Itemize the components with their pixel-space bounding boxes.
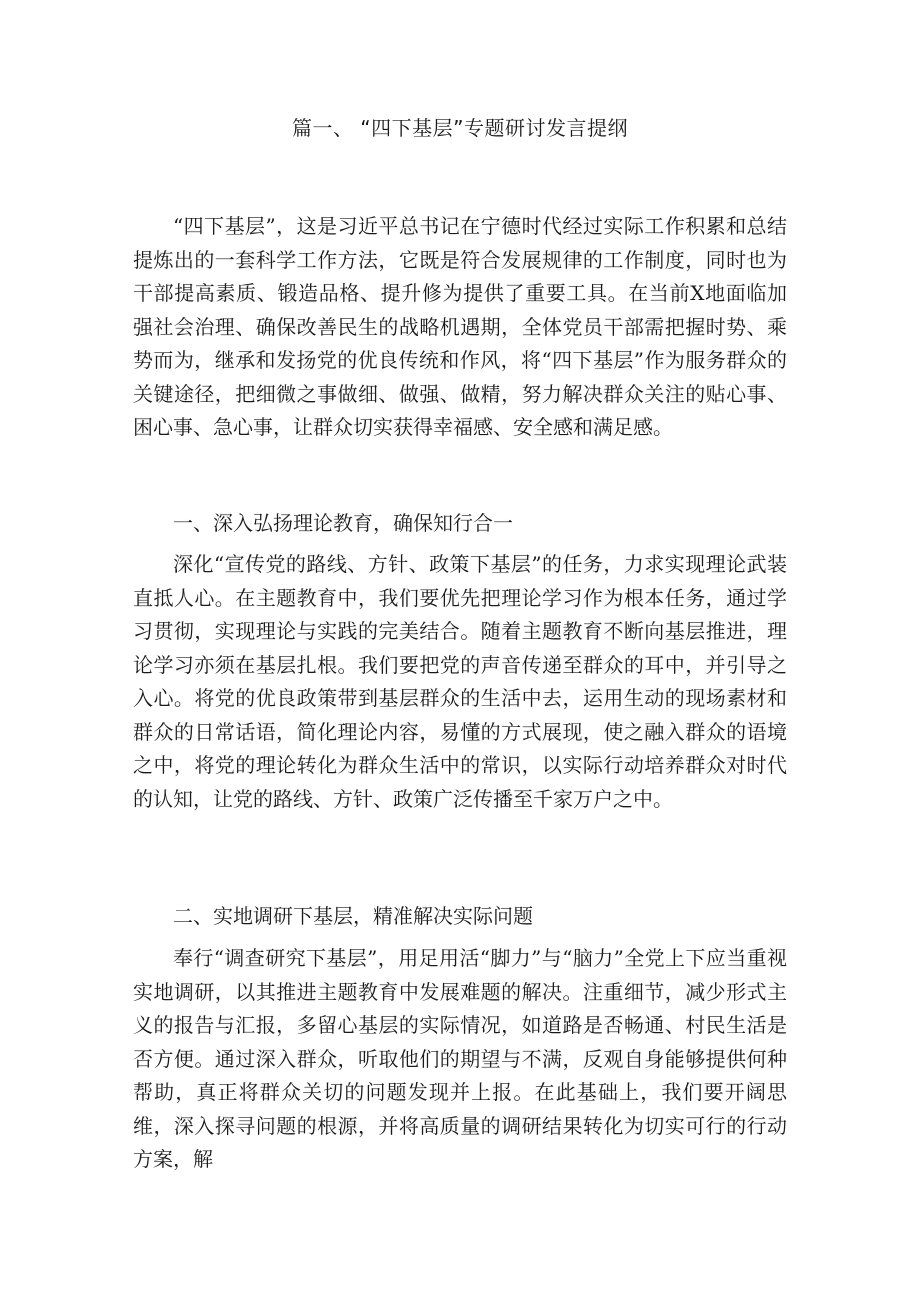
document-title: 篇一、 “四下基层”专题研讨发言提纲 (291, 116, 629, 140)
section-2-heading: 二、实地调研下基层，精准解决实际问题 (173, 904, 533, 928)
section-1-paragraph: 深化“宣传党的路线、方针、政策下基层”的任务，力求实现理论武装直抵人心。在主题教育中，我们要优先把理论学习作为根本任务，通过学习贯彻，实现理论与实践的完美结合。随着主题教育不断向基层推进，理论学习亦须在基层扎根。我们要把党的声音传递至群众的耳中，并引导之入心。将党的优良政策带到基层群众的生活中去，运用生动的现场素材和群众的日常话语，简化理论内容，易懂的方式展现，使之融入群众的语境之中，将党的理论转化为群众生活中的常识，以实际行动培养群众对时代的认知，让党的路线、方针、政策广泛传播至千家万户之中。 (133, 552, 787, 811)
intro-paragraph: “四下基层”，这是习近平总书记在宁德时代经过实际工作积累和总结提炼出的一套科学工作方法，它既是符合发展规律的工作制度，同时也为干部提高素质、锻造品格、提升修为提供了重要工具。在当前X地面临加强社会治理、确保改善民生的战略机遇期，全体党员干部需把握时势、乘势而为，继承和发扬党的优良传统和作风，将“四下基层”作为服务群众的关键途径，把细微之事做细、做强、做精，努力解决群众关注的贴心事、困心事、急心事，让群众切实获得幸福感、安全感和满足感。 (133, 214, 787, 439)
section-2-paragraph: 奉行“调查研究下基层”，用足用活“脚力”与“脑力”全党上下应当重视实地调研，以其推进主题教育中发展难题的解决。注重细节，减少形式主义的报告与汇报，多留心基层的实际情况，如道路是否畅通、村民生活是否方便。通过深入群众，听取他们的期望与不满，反观自身能够提供何种帮助，真正将群众关切的问题发现并上报。在此基础上，我们要开阔思维，深入探寻问题的根源，并将高质量的调研结果转化为切实可行的行动方案，解 (133, 946, 787, 1171)
section-1-heading: 一、深入弘扬理论教育，确保知行合一 (173, 511, 513, 535)
